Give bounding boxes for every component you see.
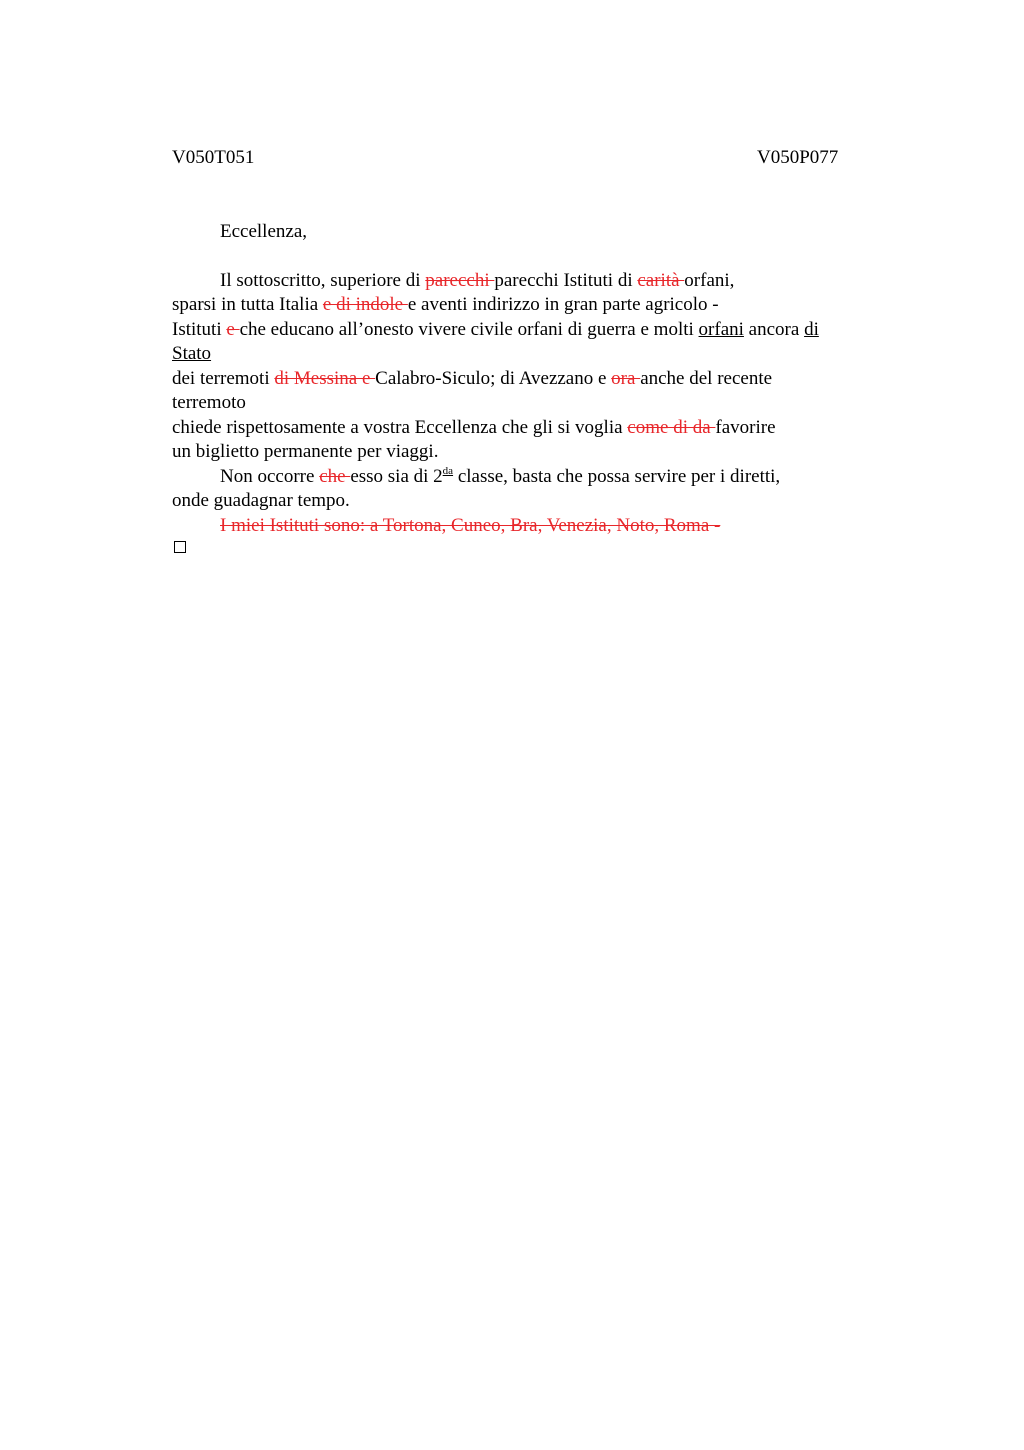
text-segment: un biglietto permanente per viaggi. bbox=[172, 441, 439, 462]
text-line bbox=[172, 489, 350, 513]
document-code-right: V050P077 bbox=[757, 147, 839, 168]
text-line bbox=[172, 367, 772, 391]
deleted-text: che bbox=[319, 466, 351, 487]
deleted-text: di Messina e bbox=[274, 368, 376, 389]
deleted-text: I miei Istituti sono: a Tortona, Cuneo, Bra, Venezia, Noto, Roma - bbox=[220, 515, 721, 536]
deleted-text: come di da bbox=[627, 417, 716, 438]
text-line bbox=[172, 318, 819, 342]
text-line bbox=[220, 465, 780, 489]
text-segment: Non occorre bbox=[220, 466, 320, 487]
text-segment: Calabro-Siculo; di Avezzano e bbox=[375, 368, 612, 389]
text-segment: onde guadagnar tempo. bbox=[172, 490, 350, 511]
text-segment: ancora bbox=[743, 319, 805, 340]
superscript-text: da bbox=[442, 465, 454, 477]
text-segment: e aventi indirizzo in gran parte agricolo - bbox=[407, 294, 719, 315]
text-segment: chiede rispettosamente a vostra Eccellenza che gli si voglia bbox=[172, 417, 628, 438]
text-segment: classe, basta che possa servire per i diretti, bbox=[453, 466, 781, 487]
underlined-text: orfani bbox=[698, 319, 744, 340]
text-line bbox=[172, 391, 246, 415]
text-line bbox=[220, 269, 734, 293]
text-segment: che educano all’onesto vivere civile orfani di guerra e molti bbox=[239, 319, 699, 340]
text-line bbox=[172, 342, 211, 366]
deleted-text: ora bbox=[611, 368, 641, 389]
text-segment: anche del recente bbox=[640, 368, 773, 389]
text-segment: dei terremoti bbox=[172, 368, 275, 389]
underlined-text: Stato bbox=[172, 343, 212, 364]
text-segment: parecchi Istituti di bbox=[494, 270, 638, 291]
text-segment: Istituti bbox=[172, 319, 227, 340]
deleted-text: parecchi bbox=[425, 270, 495, 291]
text-segment: esso sia di 2 bbox=[350, 466, 443, 487]
deleted-text: e di indole bbox=[322, 294, 408, 315]
text-segment: terremoto bbox=[172, 392, 246, 413]
deleted-text: carità bbox=[637, 270, 685, 291]
text-segment: sparsi in tutta Italia bbox=[172, 294, 323, 315]
text-segment: favorire bbox=[715, 417, 776, 438]
underlined-text: di bbox=[804, 319, 819, 340]
empty-checkbox-icon bbox=[174, 541, 186, 553]
deleted-text: e bbox=[226, 319, 240, 340]
salutation: Eccellenza, bbox=[220, 221, 308, 242]
text-segment: orfani, bbox=[684, 270, 735, 291]
text-line bbox=[220, 514, 720, 538]
text-line bbox=[172, 293, 719, 317]
document-code-left: V050T051 bbox=[172, 147, 255, 168]
text-line bbox=[172, 440, 438, 464]
text-line bbox=[172, 416, 776, 440]
text-segment: Il sottoscritto, superiore di bbox=[220, 270, 426, 291]
